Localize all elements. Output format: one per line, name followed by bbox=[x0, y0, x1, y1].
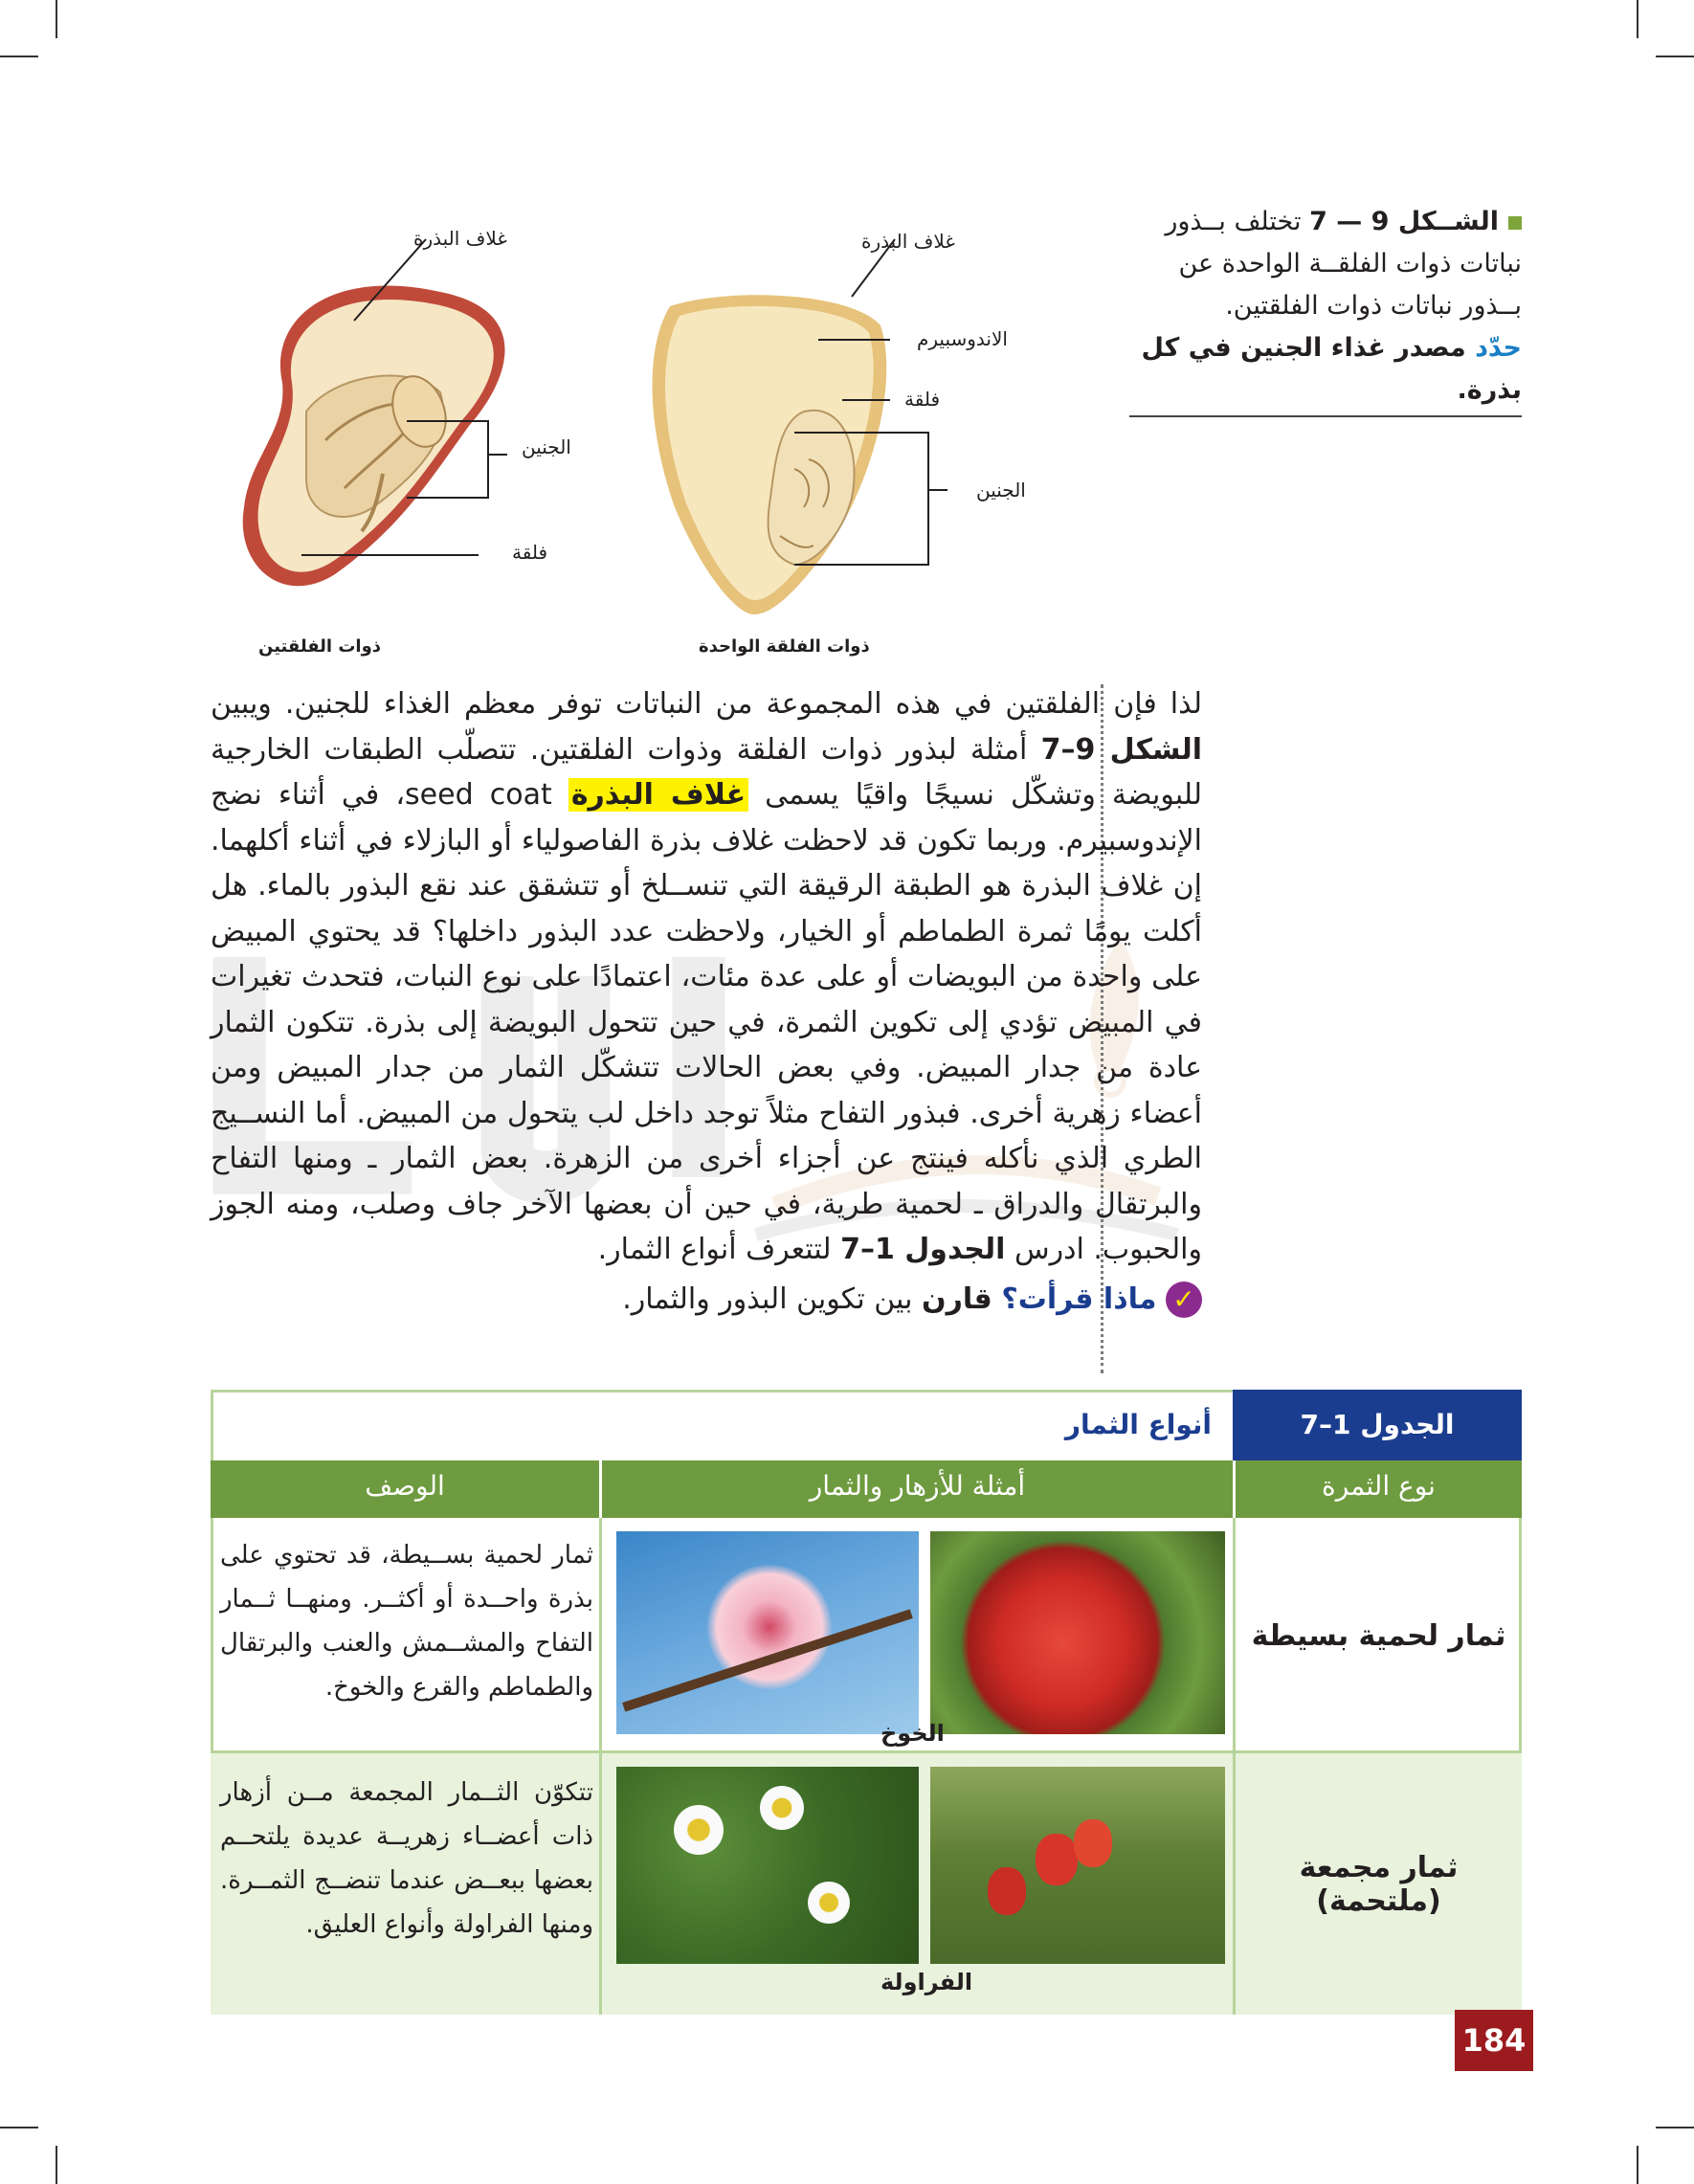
body-line: أمثلة لبذور ذوات الفلقة وذوات الفلقتين. تتصلّب الطبقات الخارجية bbox=[211, 732, 1028, 767]
label-embryo-dicot: الجنين bbox=[522, 435, 571, 458]
photo-label-peach: الخوخ bbox=[880, 1720, 945, 1747]
label-endosperm: الاندوسبيرم bbox=[917, 327, 1008, 350]
dicot-title: ذوات الفلقتين bbox=[258, 636, 382, 657]
body-line: لذا فإن الفلقتين في هذه المجموعة من النباتات توفر معظم الغذاء للجنين. ويبين bbox=[211, 687, 1202, 721]
monocot-title: ذوات الفلقة الواحدة bbox=[699, 636, 870, 657]
reading-check-text: بين تكوين البذور والثمار. bbox=[622, 1281, 913, 1316]
seed-diagram bbox=[191, 220, 1053, 641]
bullet-square-icon bbox=[1508, 216, 1522, 230]
fruit-type-simple: ثمار لحمية بسيطة bbox=[1251, 1618, 1506, 1653]
fruit-types-table bbox=[211, 1390, 1522, 2015]
question-text: مصدر غذاء الجنين في كل بذرة. bbox=[1141, 333, 1522, 405]
label-seed-coat-dicot: غلاف البذرة bbox=[413, 227, 507, 250]
header-fruit-type: نوع الثمرة bbox=[1233, 1460, 1522, 1518]
crop-mark bbox=[56, 2146, 57, 2184]
dicot-seed-illustration bbox=[243, 285, 505, 586]
table-label: الجدول 1–7 bbox=[1233, 1390, 1522, 1460]
crop-mark bbox=[56, 0, 57, 38]
reading-check-label: ماذا قرأت؟ bbox=[1001, 1281, 1157, 1316]
caption-text: تختلف بــذور نباتات ذوات الفلقــة الواحدة عن بــذور نباتات ذوات الفلقتين. bbox=[1165, 207, 1522, 321]
label-cotyledon-dicot: فلقة bbox=[512, 541, 548, 564]
question-keyword: حدّد bbox=[1475, 333, 1522, 363]
crop-mark bbox=[1656, 56, 1694, 57]
crop-mark bbox=[1656, 2127, 1694, 2128]
figure-caption bbox=[1129, 201, 1522, 417]
body-text bbox=[211, 681, 1202, 1322]
fruit-type-aggregate: ثمار مجمعة (ملتحمة) bbox=[1299, 1850, 1459, 1918]
label-cotyledon-monocot: فلقة bbox=[904, 388, 941, 411]
table-reference-inline: الجدول 1–7 bbox=[840, 1233, 1006, 1266]
peach-blossom-photo bbox=[616, 1531, 919, 1734]
body-line: seed coat، في أثناء نضج الإندوسبيرم. bbox=[211, 778, 1202, 858]
reading-check-keyword: قارن bbox=[922, 1281, 992, 1316]
body-line: لتتعرف أنواع الثمار. bbox=[597, 1233, 832, 1266]
page-number: 184 bbox=[1455, 2010, 1533, 2071]
label-embryo-monocot: الجنين bbox=[976, 479, 1026, 501]
body-line: وربما تكون قد لاحظت غلاف بذرة الفاصولياء أو البازلاء في أثناء أكلهما. إن غلاف البذرة هو الطبقة الرقيقة التي تنســلخ أو تتشقق عند نقع البذور بالماء. هل أكلت يومًا ثمرة الطماطم أو الخيار، ولاحظت عدد البذور داخلها؟ قد يحتوي المبيض على واحدة من البويضات أو على عدة مئات، اعتمادًا على نوع النبات، فتحدث تغيرات في المبيض تؤدي إلى تكوين الثمرة، في حين تتحول البويضة إلى بذرة. تتكون الثمار عادة من جدار المبيض. وفي بعض الحالات تتشكّل الثمار من جدار المبيض ومن أعضاء زهرية أخرى. فبذور التفاح مثلاً توجد داخل لب يتحول من المبيض. أما النســيج الطري الذي نأكله فينتج عن أجزاء أخرى من الزهرة. بعض الثمار ـ ومنها التفاح والبرتقال والدراق ـ لحمية طرية، في حين أن بعضها الآخر جاف وصلب، ومنه الجوز والحبوب. ادرس bbox=[211, 823, 1202, 1266]
crop-mark bbox=[1637, 2146, 1638, 2184]
photo-label-strawberry: الفراولة bbox=[880, 1969, 973, 1995]
checkmark-icon: ✓ bbox=[1166, 1281, 1202, 1318]
label-seed-coat-monocot: غلاف البذرة bbox=[861, 230, 955, 253]
description-aggregate: تتكوّن الثــمار المجمعة مــن أزهار ذات أعضــاء زهريــة عديدة يلتحــم بعضها ببعــض عندما تنضــج الثمــرة. ومنها الفراولة وأنواع العليق. bbox=[220, 1778, 593, 1939]
highlighted-term-seed-coat: غلاف البذرة bbox=[568, 778, 748, 812]
peach-fruit-photo bbox=[930, 1531, 1225, 1734]
crop-mark bbox=[1637, 0, 1638, 38]
header-description: الوصف bbox=[211, 1460, 599, 1518]
description-simple: ثمار لحمية بســيطة، قد تحتوي على بذرة واحــدة أو أكثــر. ومنهــا ثــمار التفاح والمشــمش والعنب والبرتقال والطماطم والقرع والخوخ. bbox=[220, 1541, 593, 1702]
caption-question bbox=[1129, 327, 1522, 417]
table-title: أنواع الثمار bbox=[1064, 1409, 1212, 1440]
reading-check bbox=[211, 1277, 1202, 1323]
figure-reference: الشــكل 9 — 7 bbox=[1309, 207, 1499, 236]
crop-mark bbox=[0, 2127, 38, 2128]
table-row-type-cell bbox=[1233, 1753, 1522, 2015]
body-line: للبويضة وتشكّل نسيجًا واقيًا يسمى bbox=[765, 778, 1203, 812]
figure-reference-inline: الشكل 9–7 bbox=[1040, 732, 1202, 767]
strawberry-fruit-photo bbox=[930, 1767, 1225, 1964]
table-row-type-cell bbox=[1233, 1518, 1522, 1753]
monocot-seed-illustration bbox=[652, 295, 886, 614]
crop-mark bbox=[0, 56, 38, 57]
strawberry-blossom-photo bbox=[616, 1767, 919, 1964]
body-paragraph bbox=[211, 681, 1202, 1273]
header-examples: أمثلة للأزهار والثمار bbox=[599, 1460, 1233, 1518]
